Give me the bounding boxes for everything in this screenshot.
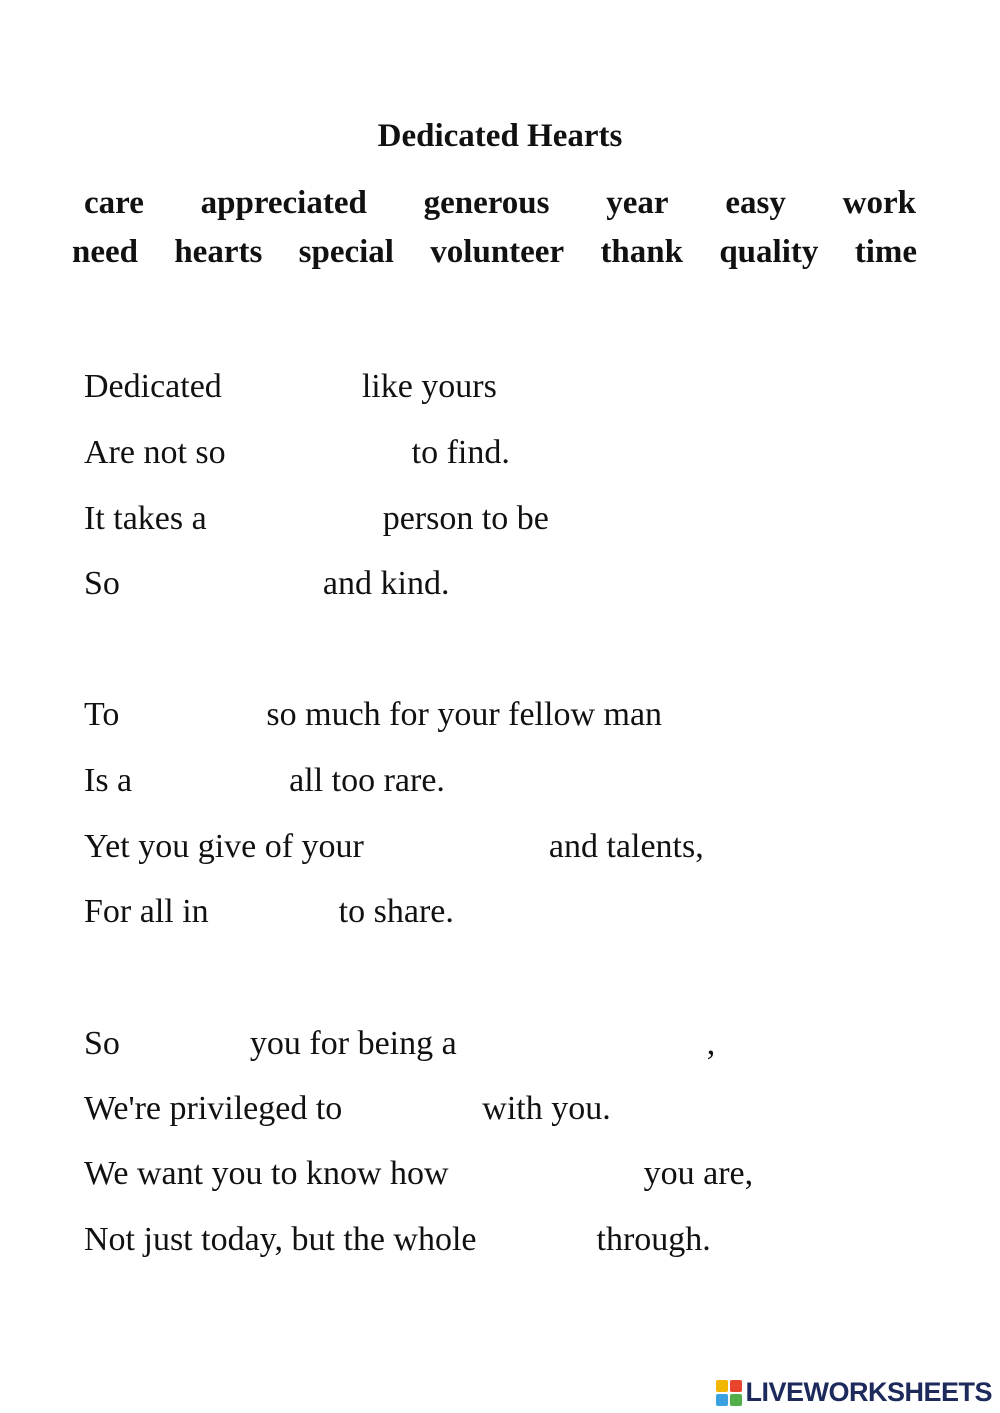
worksheet-title: Dedicated Hearts (377, 118, 623, 154)
word-bank-row-2 (72, 234, 917, 271)
word-bank-item: hearts (174, 234, 263, 270)
word-bank-item: need (72, 234, 138, 270)
line-text: We're privileged to (84, 1090, 343, 1127)
line-text: all too rare. (289, 762, 445, 799)
word-bank-item: quality (719, 234, 819, 270)
line-text: with you. (482, 1090, 611, 1127)
line-text: you are, (643, 1155, 754, 1192)
line-text: Is a (84, 762, 133, 799)
logo-square (716, 1380, 728, 1392)
word-bank-item: care (84, 185, 144, 221)
poem-line (84, 1223, 711, 1257)
poem-line (84, 436, 510, 470)
line-text: person to be (382, 500, 549, 537)
poem-line (84, 764, 445, 798)
logo-square (716, 1394, 728, 1406)
line-text: and kind. (322, 565, 450, 602)
logo-text: LIVEWORKSHEETS (745, 1377, 992, 1407)
logo-squares-icon (716, 1380, 742, 1406)
line-text: Dedicated (84, 368, 222, 405)
poem-line (84, 502, 549, 536)
word-bank-item: work (842, 185, 916, 221)
line-text: Yet you give of your (84, 828, 364, 865)
poem-line (84, 567, 449, 601)
liveworksheets-logo (716, 1377, 992, 1408)
line-text: and talents, (548, 828, 704, 865)
poem-line (84, 698, 662, 732)
word-bank-item: easy (725, 185, 786, 221)
line-text: like yours (361, 368, 497, 405)
logo-square (730, 1394, 742, 1406)
poem-line (84, 1157, 753, 1191)
line-text: For all in (84, 893, 209, 930)
word-bank-item: appreciated (200, 185, 367, 221)
poem-line (84, 895, 454, 929)
line-text: Are not so (84, 434, 226, 471)
line-text: It takes a (84, 500, 207, 537)
line-text: We want you to know how (84, 1155, 449, 1192)
poem-line (84, 830, 704, 864)
line-text: So (84, 565, 120, 602)
word-bank-item: special (298, 234, 394, 270)
word-bank-item: generous (423, 185, 550, 221)
word-bank-item: thank (600, 234, 683, 270)
word-bank-item: time (854, 234, 917, 270)
word-bank-row-1 (84, 185, 916, 222)
poem-line (84, 1027, 715, 1061)
line-text: Not just today, but the whole (84, 1221, 477, 1258)
word-bank-item: year (606, 185, 669, 221)
poem-line (84, 370, 497, 404)
line-text: So (84, 1025, 120, 1062)
line-text: through. (596, 1221, 711, 1258)
line-text: so much for your fellow man (266, 696, 663, 733)
line-text: to find. (411, 434, 510, 471)
line-text: you for being a (249, 1025, 457, 1062)
line-text: , (706, 1025, 716, 1062)
line-text: to share. (338, 893, 454, 930)
word-bank-item: volunteer (430, 234, 565, 270)
poem-line (84, 1092, 611, 1126)
line-text: To (84, 696, 120, 733)
logo-square (730, 1380, 742, 1392)
